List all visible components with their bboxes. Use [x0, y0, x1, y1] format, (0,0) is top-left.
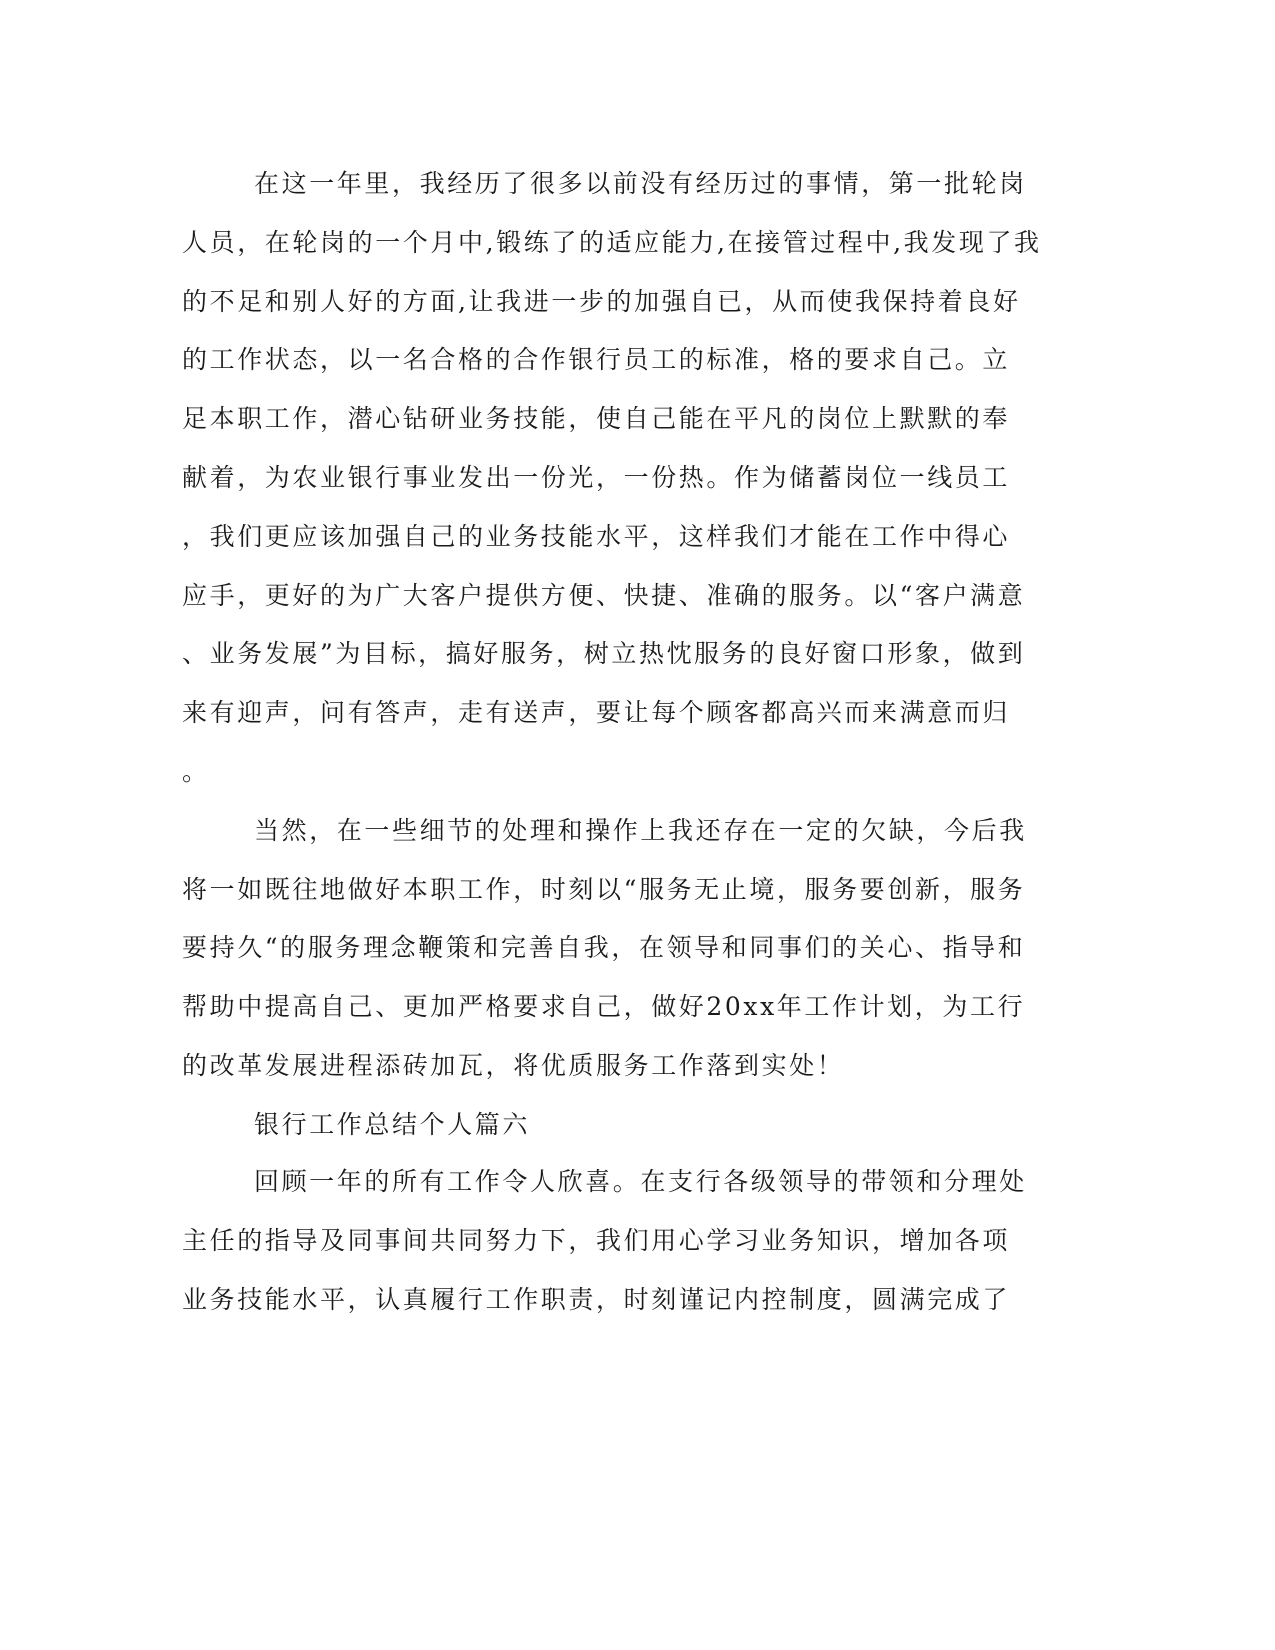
paragraph-line: 献着，为农业银行事业发出一份光，一份热。作为储蓄岗位一线员工: [182, 462, 1011, 492]
section-heading: 银行工作总结个人篇六: [254, 1109, 531, 1139]
document-body: [182, 155, 1042, 1330]
paragraph-line: 的改革发展进程添砖加瓦，将优质服务工作落到实处！: [182, 1050, 845, 1080]
paragraph-line: 的不足和别人好的方面,让我进一步的加强自已，从而使我保持着良好: [182, 286, 1021, 316]
paragraph-line: 应手，更好的为广大客户提供方便、快捷、准确的服务。以“客户满意: [182, 580, 1026, 610]
paragraph-line: 当然，在一些细节的处理和操作上我还存在一定的欠缺，今后我: [254, 815, 1027, 845]
paragraph-line: 的工作状态，以一名合格的合作银行员工的标准，格的要求自己。立: [182, 345, 1011, 375]
paragraph-line: 将一如既往地做好本职工作，时刻以“服务无止境，服务要创新，服务: [182, 874, 1026, 904]
paragraph-line: ，我们更应该加强自己的业务技能水平，这样我们才能在工作中得心: [182, 521, 1011, 551]
paragraph-line: 帮助中提高自己、更加严格要求自己，做好20xx年工作计划，为工行: [182, 992, 1026, 1022]
paragraph-line: 人员，在轮岗的一个月中,锻练了的适应能力,在接管过程中,我发现了我: [182, 227, 1042, 257]
paragraph-line: 。: [182, 756, 210, 786]
paragraph-line: 回顾一年的所有工作令人欣喜。在支行各级领导的带领和分理处: [254, 1167, 1027, 1197]
paragraph-line: 要持久“的服务理念鞭策和完善自我，在领导和同事们的关心、指导和: [182, 933, 1026, 963]
paragraph-line: 主任的指导及同事间共同努力下，我们用心学习业务知识，增加各项: [182, 1226, 1011, 1256]
paragraph-line: 、业务发展”为目标，搞好服务，树立热忱服务的良好窗口形象，做到: [182, 639, 1026, 669]
paragraph-line: 来有迎声，问有答声，走有送声，要让每个顾客都高兴而来满意而归: [182, 698, 1011, 728]
paragraph-line: 足本职工作，潜心钻研业务技能，使自己能在平凡的岗位上默默的奉: [182, 404, 1011, 434]
paragraph-line: 在这一年里，我经历了很多以前没有经历过的事情，第一批轮岗: [254, 169, 1027, 198]
paragraph-line: 业务技能水平，认真履行工作职责，时刻谨记内控制度，圆满完成了: [182, 1284, 1011, 1314]
